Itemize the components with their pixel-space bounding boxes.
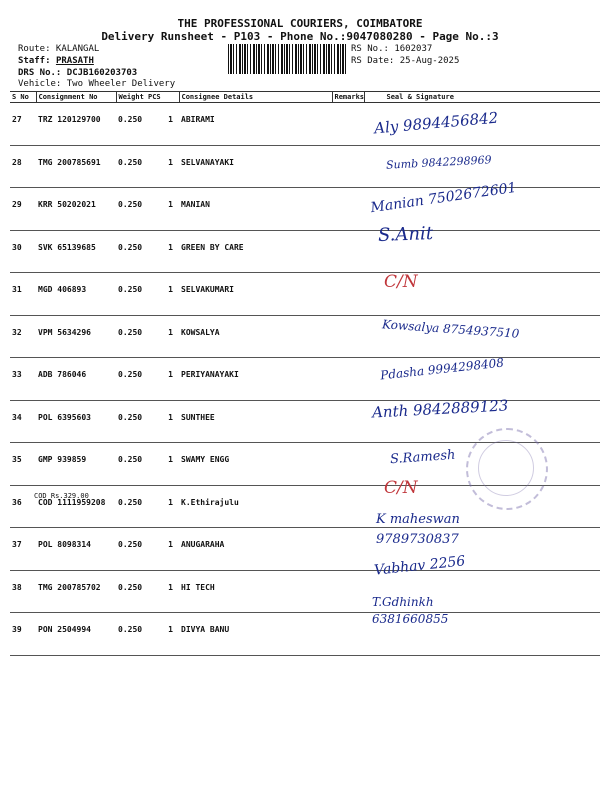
col-consignment: Consignment No	[36, 92, 116, 103]
cell-consignment: COD 1111959208	[36, 485, 116, 528]
table-header-row	[10, 92, 600, 103]
col-weight: Weight	[116, 92, 146, 103]
signature-row-30: S.Anit	[377, 223, 434, 246]
cell-weight: 0.250	[116, 273, 146, 316]
cell-consignment: ADB 786046	[36, 358, 116, 401]
route-label: Route: KALANGAL	[18, 44, 100, 54]
signature-row-35: S.Ramesh	[389, 447, 456, 468]
cell-consignee: DIVYA BANU	[179, 613, 332, 656]
signature-row-34: Anth 9842889123	[371, 396, 509, 422]
cell-remarks	[332, 103, 364, 146]
cell-sno: 31	[10, 273, 36, 316]
cell-pcs: 1	[146, 188, 179, 231]
cell-consignee: K.Ethirajulu	[179, 485, 332, 528]
cell-weight: 0.250	[116, 570, 146, 613]
cell-consignment: GMP 939859	[36, 443, 116, 486]
cod-amount-note: COD Rs.329.00	[34, 492, 89, 500]
drs-number: DCJB160203703	[66, 68, 138, 78]
cell-consignee: PERIYANAYAKI	[179, 358, 332, 401]
cell-pcs: 1	[146, 103, 179, 146]
cell-weight: 0.250	[116, 528, 146, 571]
cell-consignee: HI TECH	[179, 570, 332, 613]
cell-consignee: SELVANAYAKI	[179, 145, 332, 188]
cell-consignee: KOWSALYA	[179, 315, 332, 358]
cell-consignment: TRZ 120129700	[36, 103, 116, 146]
cell-weight: 0.250	[116, 230, 146, 273]
col-consignee: Consignee Details	[179, 92, 332, 103]
cell-pcs: 1	[146, 230, 179, 273]
cell-pcs: 1	[146, 145, 179, 188]
cell-consignment: TMG 200785702	[36, 570, 116, 613]
cell-consignment: SVK 65139685	[36, 230, 116, 273]
cell-pcs: 1	[146, 400, 179, 443]
cell-consignee: SUNTHEE	[179, 400, 332, 443]
cell-remarks	[332, 358, 364, 401]
cell-remarks	[332, 188, 364, 231]
cell-consignee: ABIRAMI	[179, 103, 332, 146]
signature-row-28: Sumb 9842298969	[385, 153, 492, 172]
cell-weight: 0.250	[116, 103, 146, 146]
cell-sno: 36	[10, 485, 36, 528]
cell-sno: 39	[10, 613, 36, 656]
cell-sno: 27	[10, 103, 36, 146]
signature-row-31: C/N	[384, 272, 418, 292]
cell-weight: 0.250	[116, 315, 146, 358]
cell-consignee: SWAMY ENGG	[179, 443, 332, 486]
signature-row-37: K maheswan 9789730837	[376, 512, 460, 547]
cell-remarks	[332, 485, 364, 528]
col-sno: S No	[10, 92, 36, 103]
cell-weight: 0.250	[116, 145, 146, 188]
cell-sno: 28	[10, 145, 36, 188]
cell-remarks	[332, 273, 364, 316]
cell-remarks	[332, 613, 364, 656]
cell-sno: 30	[10, 230, 36, 273]
col-pcs: PCS	[146, 92, 179, 103]
cell-sno: 34	[10, 400, 36, 443]
cell-sno: 35	[10, 443, 36, 486]
company-title: THE PROFESSIONAL COURIERS, COIMBATORE	[177, 17, 423, 30]
cell-pcs: 1	[146, 443, 179, 486]
cell-remarks	[332, 443, 364, 486]
col-seal-signature: Seal & Signature	[364, 92, 600, 103]
cell-weight: 0.250	[116, 613, 146, 656]
cell-consignment: POL 8098314	[36, 528, 116, 571]
vehicle-label: Vehicle: Two Wheeler Delivery	[18, 79, 176, 89]
cell-pcs: 1	[146, 613, 179, 656]
col-remarks: Remarks	[332, 92, 364, 103]
staff-label	[18, 56, 94, 66]
signature-row-32: Kowsalya 8754937510	[381, 317, 520, 341]
staff-name: PRASATH	[55, 56, 94, 66]
cell-consignment: TMG 200785691	[36, 145, 116, 188]
signature-row-33: Pdasha 9994298408	[379, 355, 505, 383]
table-row	[10, 230, 600, 273]
cell-sno: 38	[10, 570, 36, 613]
cell-pcs: 1	[146, 358, 179, 401]
cell-remarks	[332, 315, 364, 358]
table-row	[10, 103, 600, 146]
cell-consignment: PON 2504994	[36, 613, 116, 656]
cell-remarks	[332, 528, 364, 571]
signature-row-38: Vabhav 2256	[373, 553, 467, 579]
cell-remarks	[332, 570, 364, 613]
table-row	[10, 358, 600, 401]
cell-pcs: 1	[146, 528, 179, 571]
cell-consignment: KRR 50202021	[36, 188, 116, 231]
cell-weight: 0.250	[116, 443, 146, 486]
cell-remarks	[332, 400, 364, 443]
rs-number: RS No.: 1602037	[351, 44, 433, 54]
barcode-image	[228, 44, 348, 74]
cell-consignee: ANUGARAHA	[179, 528, 332, 571]
cell-pcs: 1	[146, 570, 179, 613]
cell-consignee: GREEN BY CARE	[179, 230, 332, 273]
cell-weight: 0.250	[116, 188, 146, 231]
cell-consignment: POL 6395603	[36, 400, 116, 443]
cell-sno: 33	[10, 358, 36, 401]
cell-weight: 0.250	[116, 358, 146, 401]
signature-row-29: Manian 7502672601	[369, 179, 518, 217]
cell-consignment: VPM 5634296	[36, 315, 116, 358]
runsheet-subtitle: Delivery Runsheet - P103 - Phone No.:9047080280 - Page No.:3	[101, 30, 499, 43]
drs-label-text: DRS No.:	[18, 68, 67, 78]
cell-sno: 29	[10, 188, 36, 231]
cell-consignment: MGD 406893	[36, 273, 116, 316]
cell-pcs: 1	[146, 485, 179, 528]
cell-consignee: SELVAKUMARI	[179, 273, 332, 316]
runsheet-table	[10, 91, 600, 656]
signature-row-36: C/N	[384, 478, 418, 498]
signature-row-27: Aly 9894456842	[373, 108, 499, 138]
cell-sno: 32	[10, 315, 36, 358]
staff-label-text: Staff:	[18, 56, 56, 66]
table-row	[10, 273, 600, 316]
drs-label	[18, 68, 137, 78]
cell-sno: 37	[10, 528, 36, 571]
cell-consignee: MANIAN	[179, 188, 332, 231]
company-seal-stamp	[466, 428, 548, 510]
cell-remarks	[332, 145, 364, 188]
cell-pcs: 1	[146, 273, 179, 316]
signature-row-39: T.Gdhinkh 6381660855	[372, 595, 449, 626]
cell-weight: 0.250	[116, 400, 146, 443]
cell-remarks	[332, 230, 364, 273]
cell-pcs: 1	[146, 315, 179, 358]
cell-weight: 0.250	[116, 485, 146, 528]
rs-date: RS Date: 25-Aug-2025	[351, 56, 460, 66]
